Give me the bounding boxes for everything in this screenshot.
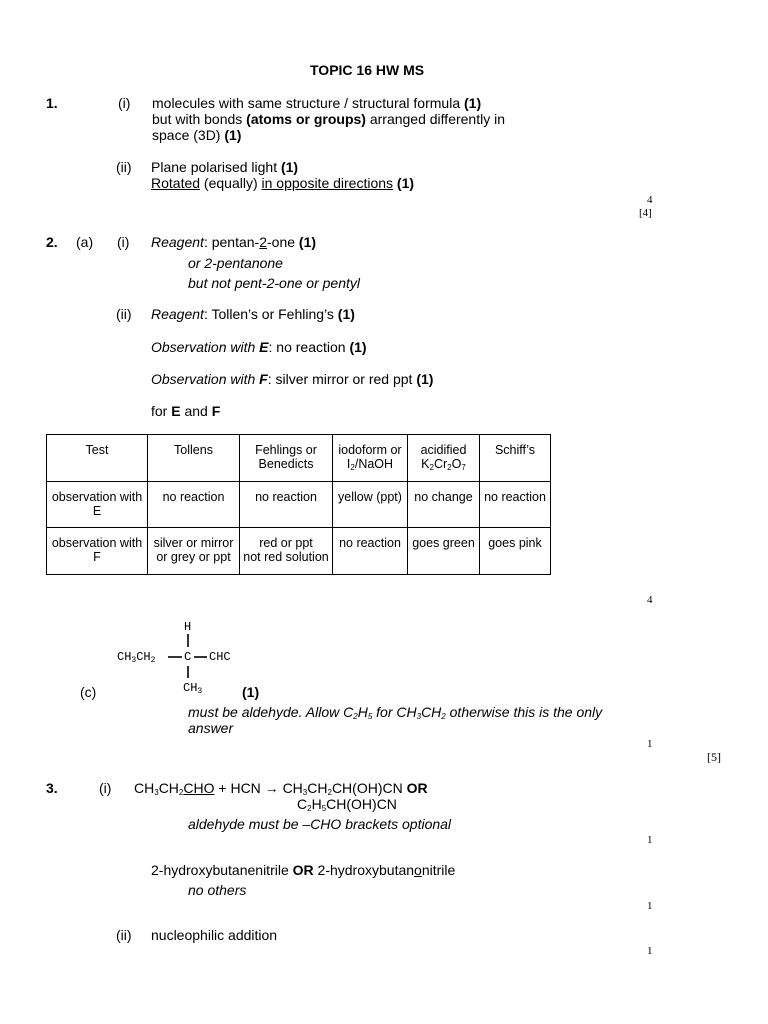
q2-a-ii-label: (ii) — [116, 306, 132, 322]
q3-i-mark-1: 1 — [647, 834, 653, 846]
table-cell: observation with E — [47, 482, 148, 528]
q3-i-note: aldehyde must be –CHO brackets optional — [188, 816, 452, 832]
q1-i-line-1: molecules with same structure / structural formula (1) — [152, 95, 482, 111]
table-header-cell: Tollens — [148, 435, 240, 482]
table-header-cell: iodoform or $I_2$/NaOH — [333, 435, 408, 482]
q1-i-line-2: but with bonds (atoms or groups) arranged differently in — [152, 111, 506, 127]
q2-c-note-1: must be aldehyde. Allow $C_2H_5$ for $CH_3CH_2$ otherwise this is the only — [188, 704, 603, 721]
table-cell: silver or mirror or grey or ppt — [148, 528, 240, 575]
q3-ii-mark: 1 — [647, 945, 653, 957]
table-cell: no change — [408, 482, 480, 528]
q3-equation-line-1: $CH_3CH_2CHO$ + HCN → $CH_3CH_2CH(OH)CN$ OR — [134, 780, 428, 797]
q2-c-note-2: answer — [188, 720, 234, 736]
q2-part-c-label: (c) — [80, 684, 97, 700]
table-cell: no reaction — [333, 528, 408, 575]
q1-part-ii-label: (ii) — [116, 159, 132, 175]
q3-part-i-label: (i) — [99, 780, 112, 796]
q3-equation-line-2: $C_2H_5CH(OH)CN$ — [297, 796, 397, 813]
q2-c-mark: 1 — [647, 738, 653, 750]
table-header-cell: acidified $K_2Cr_2O_7$ — [408, 435, 480, 482]
q2-a-i-note-2: but not pent-2-one or pentyl — [188, 275, 361, 291]
q3-name-note: no others — [188, 882, 247, 898]
question-number-1: 1. — [46, 95, 58, 111]
tests-table — [46, 434, 551, 575]
table-header-cell: Test — [47, 435, 148, 482]
q3-compound-name: 2-hydroxybutanenitrile OR 2-hydroxybutanonitrile — [151, 862, 456, 878]
table-cell: goes green — [408, 528, 480, 575]
q1-part-i-label: (i) — [118, 95, 131, 111]
struct-bonds — [116, 618, 256, 708]
q1-ii-line-1: Plane polarised light (1) — [151, 159, 299, 175]
q2-b-mark: 4 — [647, 594, 653, 606]
q2-a-ii-reagent: Reagent: Tollen’s or Fehling’s (1) — [151, 306, 355, 322]
q1-i-line-3: space (3D) (1) — [152, 127, 242, 143]
struct-bottom-group: $CH_3$ — [183, 681, 203, 696]
table-row — [47, 528, 551, 575]
table-header-cell: Fehlings or Benedicts — [240, 435, 333, 482]
q1-total: [4] — [639, 207, 652, 219]
q3-part-ii-label: (ii) — [116, 927, 132, 943]
q2-a-i-label: (i) — [117, 234, 130, 250]
struct-right-group: CHC — [209, 650, 231, 664]
q2-for-e-and-f: for E and F — [151, 403, 221, 419]
q1-mark: 4 — [647, 194, 653, 206]
q2-observation-e: Observation with E: no reaction (1) — [151, 339, 367, 355]
table-cell: goes pink — [480, 528, 551, 575]
table-header-cell: Schiff’s — [480, 435, 551, 482]
table-row — [47, 482, 551, 528]
table-cell: no reaction — [240, 482, 333, 528]
q2-total: [5] — [707, 750, 721, 764]
struct-c: C — [184, 650, 192, 664]
table-cell: yellow (ppt) — [333, 482, 408, 528]
table-cell: observation with F — [47, 528, 148, 575]
question-number-3: 3. — [46, 780, 58, 796]
q2-a-i-note-1: or 2-pentanone — [188, 255, 283, 271]
table-cell: no reaction — [148, 482, 240, 528]
table-header-row — [47, 435, 551, 482]
q2-observation-f: Observation with F: silver mirror or red ppt (1) — [151, 371, 434, 387]
page-title: TOPIC 16 HW MS — [310, 62, 425, 78]
q2-c-mark-award: (1) — [242, 684, 260, 700]
q1-ii-line-2: Rotated (equally) in opposite directions (1) — [151, 175, 415, 191]
q2-part-a-label: (a) — [76, 234, 94, 250]
table-cell: no reaction — [480, 482, 551, 528]
table-cell: red or ppt not red solution — [240, 528, 333, 575]
q3-ii-answer: nucleophilic addition — [151, 927, 278, 943]
question-number-2: 2. — [46, 234, 58, 250]
q3-i-mark-2: 1 — [647, 900, 653, 912]
struct-h: H — [184, 620, 192, 634]
struct-left-group: $CH_3CH_2$ — [117, 650, 156, 665]
q2-a-i-reagent: Reagent: pentan-2-one (1) — [151, 234, 317, 250]
